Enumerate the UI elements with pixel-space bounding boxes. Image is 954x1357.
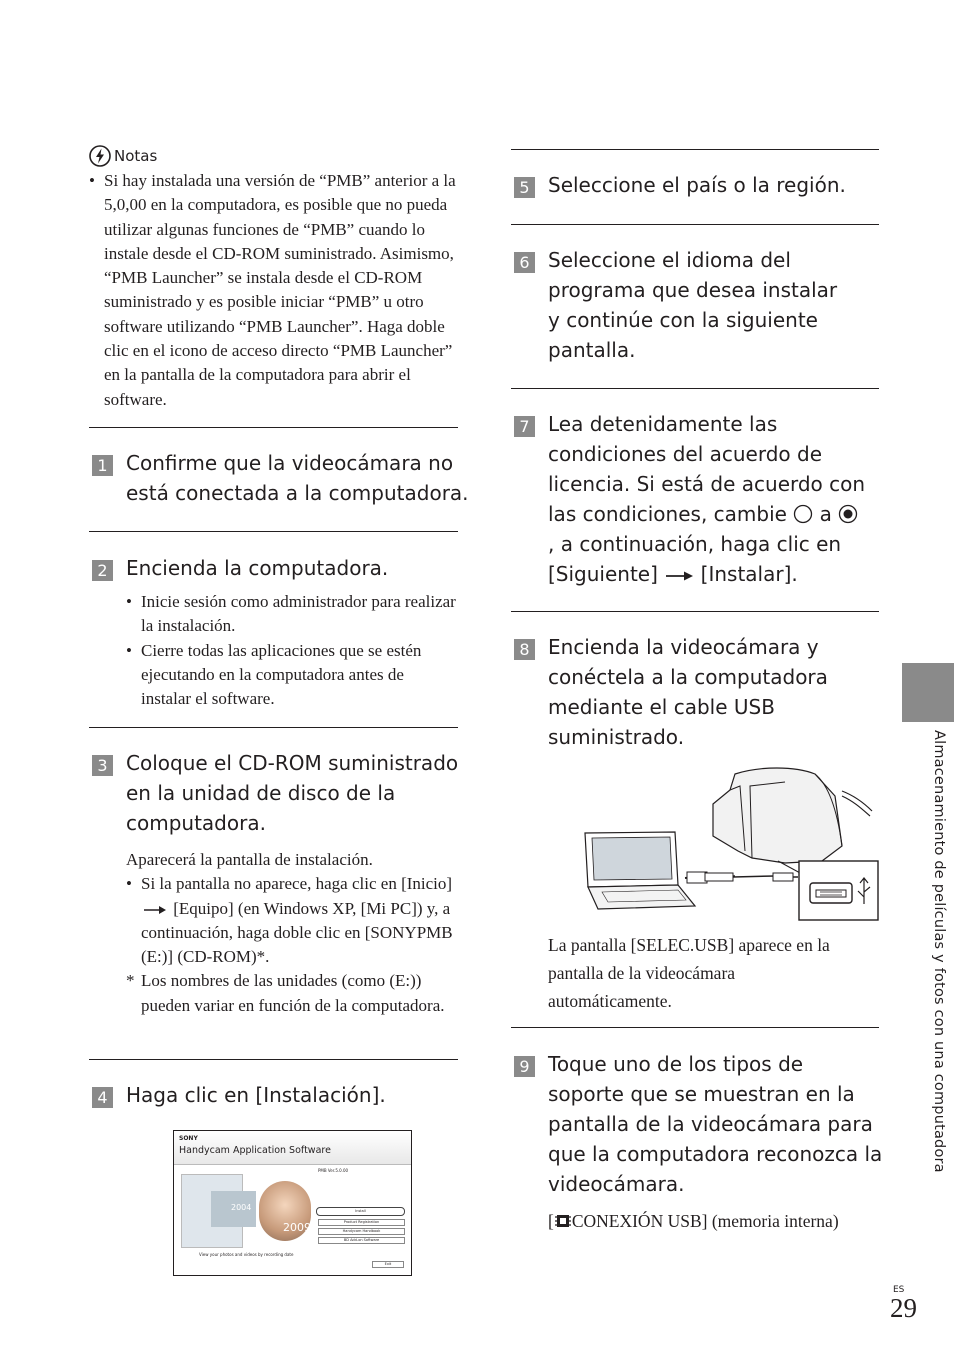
language-code: ES [893, 1285, 905, 1295]
step-9-subtext-a: [ [548, 1211, 554, 1231]
notes-header [89, 144, 157, 168]
installer-photo-collage [181, 1169, 313, 1249]
step-number-4: 4 [92, 1087, 113, 1108]
step-2-bullet: • Inicie sesión como administrador para realizar la instalación. [126, 590, 456, 639]
step-3-bullet-text-a: Si la pantalla no aparece, haga clic en [Inicio] [141, 874, 453, 894]
step-number-6: 6 [514, 252, 535, 273]
step-9-subtext-b: CONEXIÓN USB] (memoria interna) [571, 1211, 839, 1231]
installer-header [174, 1131, 411, 1165]
step-7-text-a: Lea detenidamente las condiciones del acuerdo de licencia. Si está de acuerdo con las condiciones, cambie [548, 412, 866, 526]
step-3-body [126, 848, 461, 1018]
notes-body [89, 169, 459, 412]
radio-off-icon [793, 504, 813, 524]
step-number-3: 3 [92, 755, 113, 776]
step-number-2: 2 [92, 560, 113, 581]
step-number-1: 1 [92, 455, 113, 476]
installer-button-registration[interactable]: Product Registration [318, 1219, 405, 1226]
step-number-8: 8 [514, 639, 535, 660]
step-2-title: Encienda la computadora. [126, 556, 389, 580]
divider [511, 611, 879, 612]
notes-warning-icon [89, 145, 111, 167]
section-tab [902, 663, 954, 722]
divider [89, 427, 458, 428]
step-2-bullets [126, 590, 456, 711]
step-8-title: Encienda la videocámara y conéctela a la computadora mediante el cable USB suministrado. [548, 635, 828, 749]
divider [89, 727, 458, 728]
arrow-right-icon [143, 905, 167, 915]
radio-on-icon [838, 504, 858, 524]
step-4-title: Haga clic en [Instalación]. [126, 1083, 386, 1107]
step-7-text-d: [Instalar]. [700, 562, 798, 586]
step-8-caption: La pantalla [SELEC.USB] aparece en la pantalla de la videocámara automáticamente. [548, 935, 830, 1011]
step-9-subtext [548, 1207, 848, 1235]
step-9-title: Toque uno de los tipos de soporte que se muestran en la pantalla de la videocámara para que la computadora reconozca la videocámara. [548, 1052, 883, 1196]
step-2-bullet: • Cierre todas las aplicaciones que se estén ejecutando en la computadora antes de instalar el software. [126, 639, 456, 712]
notes-item: • Si hay instalada una versión de “PMB” anterior a la 5,0,00 en la computadora, es posible que no pueda utilizar algunas funciones de “PMB” cuando lo instale desde el CD-ROM suministrado. Asimismo, “PMB Launcher” se instala desde el CD-ROM suministrado y es posible iniciar “PMB” u otro software utilizando “PMB Launcher”. Haga doble clic en el icono de acceso directo “PMB Launcher” en la pantalla de la computadora para abrir el software. [89, 169, 459, 412]
installer-version: PMB Ver.5.0.00 [318, 1168, 349, 1173]
step-number-5: 5 [514, 177, 535, 198]
divider [511, 1027, 879, 1028]
arrow-right-icon [664, 570, 694, 582]
step-7-text-c: , a continuación, haga clic en [Siguiente] [548, 532, 842, 586]
notes-label: Notas [114, 147, 158, 165]
installer-button-exit[interactable]: Exit [372, 1261, 404, 1268]
divider [89, 1059, 458, 1060]
usb-connection-illustration [580, 766, 880, 924]
step-3-bullet-text-b: [Equipo] (en Windows XP, [Mi PC]) y, a continuación, haga doble clic en [SONYPMB (E:)] (CD-ROM)*. [141, 898, 453, 967]
step-7-title [548, 409, 868, 589]
step-7-text-b: a [819, 502, 832, 526]
divider [511, 224, 879, 225]
step-3-subtext: Aparecerá la pantalla de instalación. [126, 850, 373, 869]
installer-button-handbook[interactable]: Handycam Handbook [318, 1228, 405, 1235]
step-1-title: Confirme que la videocámara no está conectada a la computadora. [126, 451, 469, 505]
divider [511, 149, 879, 150]
installer-year-1: 2004 [231, 1203, 252, 1212]
step-number-9: 9 [514, 1056, 535, 1077]
installer-tagline: View your photos and videos by recording date [199, 1252, 294, 1257]
installer-screenshot [173, 1130, 412, 1276]
divider [89, 531, 458, 532]
step-3-title: Coloque el CD-ROM suministrado en la unidad de disco de la computadora. [126, 751, 459, 835]
step-6-title: Seleccione el idioma del programa que desea instalar y continúe con la siguiente pantalla. [548, 248, 838, 362]
installer-brand: SONY [179, 1135, 198, 1142]
installer-button-install[interactable]: Install [316, 1207, 405, 1216]
installer-button-bd-addon[interactable]: BD Add-on Software [318, 1237, 405, 1244]
step-5-title: Seleccione el país o la región. [548, 173, 846, 197]
internal-memory-icon [554, 1213, 572, 1229]
section-title: Almacenamiento de películas y fotos con una computadora [931, 730, 947, 1173]
step-3-footnote: * Los nombres de las unidades (como (E:)) pueden variar en función de la computadora. [126, 969, 461, 1018]
installer-year-2: 2009 [283, 1221, 311, 1234]
step-3-bullet [126, 872, 461, 969]
page-number: 29 [890, 1293, 917, 1323]
divider [511, 388, 879, 389]
installer-title: Handycam Application Software [179, 1145, 331, 1156]
step-number-7: 7 [514, 416, 535, 437]
